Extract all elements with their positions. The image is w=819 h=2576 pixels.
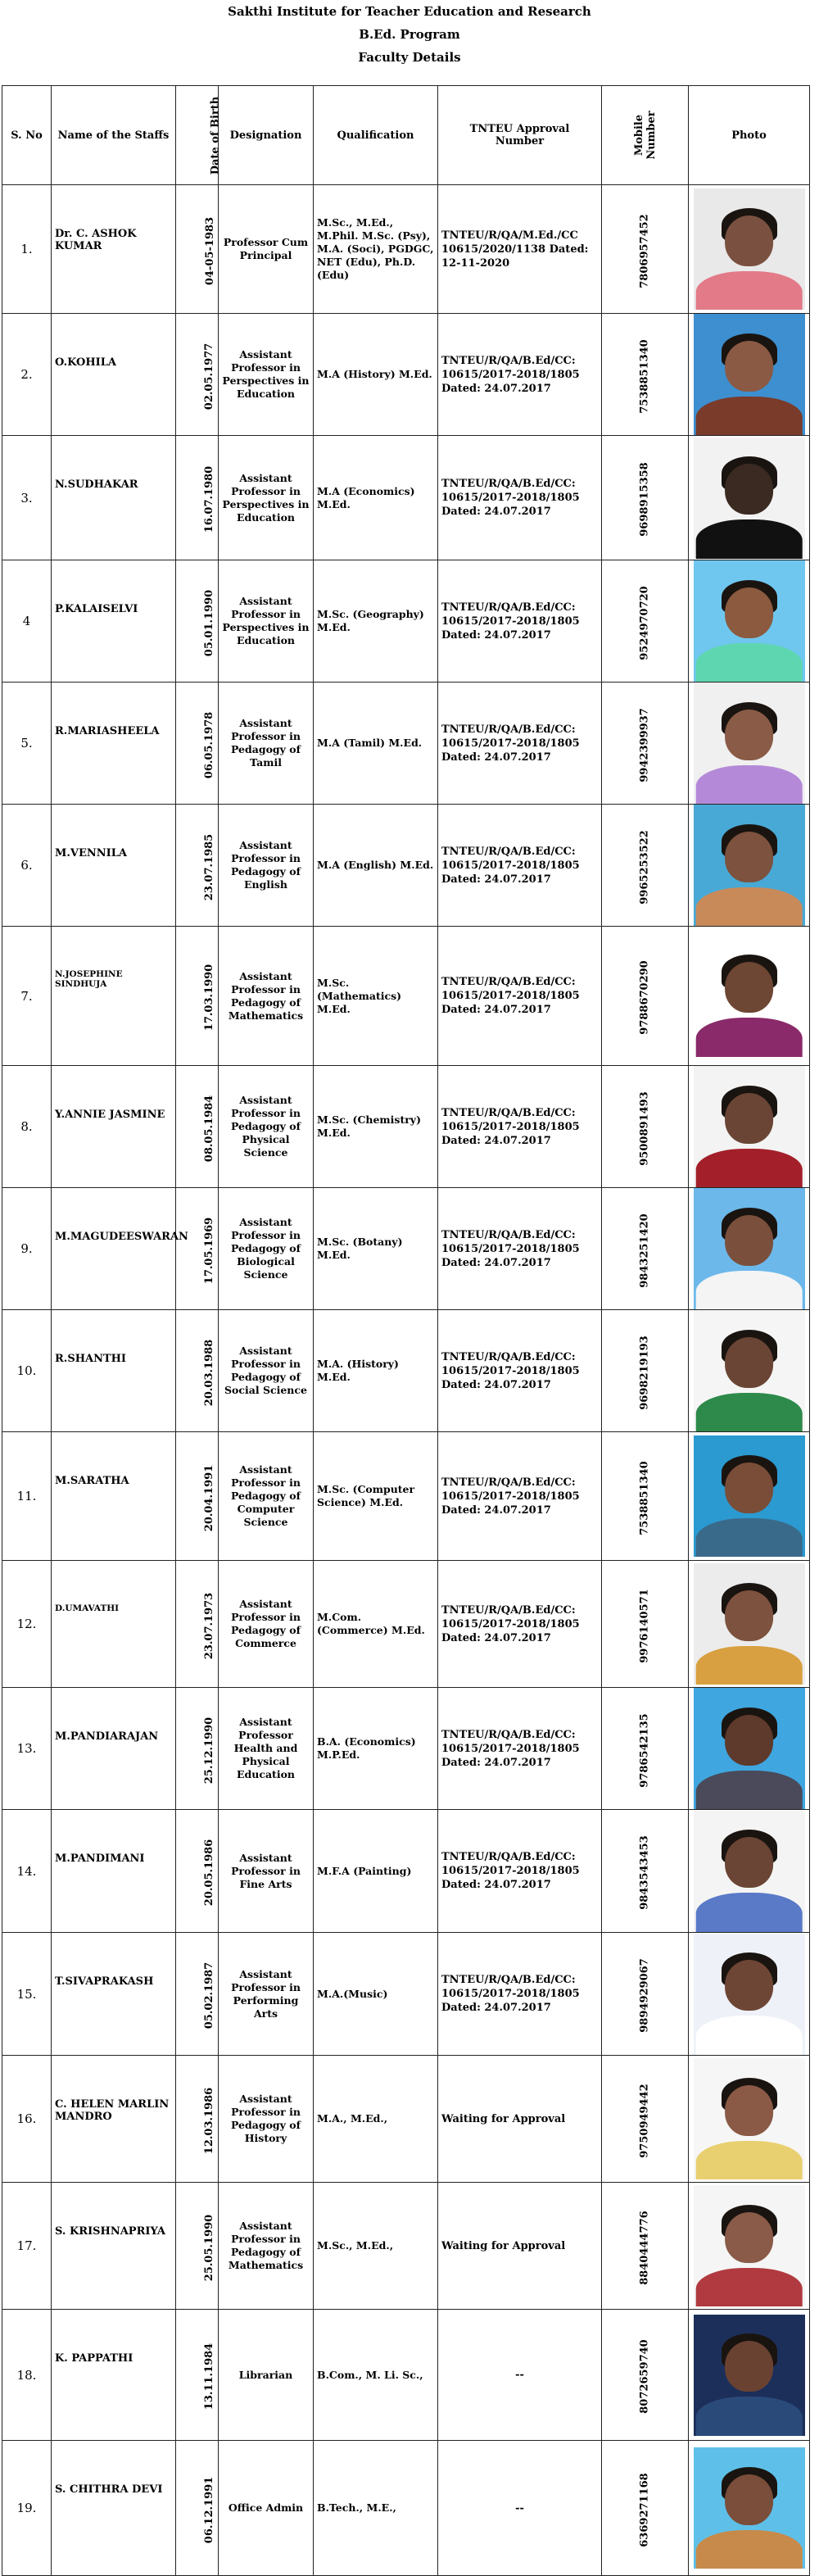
serial-number: 10. (2, 1310, 52, 1432)
approval-number: TNTEU/R/QA/B.Ed/CC: 10615/2017-2018/1805 Dated: 24.07.2017 (438, 1066, 602, 1188)
photo-face (725, 1960, 774, 2011)
photo-cell (689, 185, 810, 314)
approval-number: TNTEU/R/QA/M.Ed./CC 10615/2020/1138 Dated: 12-11-2020 (438, 185, 602, 314)
document-header (0, 0, 819, 69)
photo-face (725, 1215, 774, 1266)
photo-shirt (695, 2141, 803, 2179)
photo-cell (689, 1188, 810, 1310)
date-of-birth: 17.03.1990 (203, 964, 216, 1032)
designation: Librarian (219, 2310, 314, 2441)
photo-cell (689, 1810, 810, 1933)
mobile-number: 7806957452 (639, 213, 651, 288)
date-of-birth: 20.05.1986 (203, 1839, 216, 1907)
staff-photo (694, 314, 805, 435)
serial-number: 2. (2, 314, 52, 436)
mobile-number: 9942399937 (639, 707, 651, 782)
qualification: M.Com. (Commerce) M.Ed. (314, 1561, 438, 1688)
serial-number: 17. (2, 2183, 52, 2310)
designation: Assistant Professor in Perspectives in Education (219, 314, 314, 436)
qualification: M.A (English) M.Ed. (314, 805, 438, 927)
mobile-cell (602, 683, 689, 805)
date-of-birth: 23.07.1973 (203, 1592, 216, 1659)
photo-shirt (695, 1393, 803, 1431)
dob-cell (176, 2441, 219, 2576)
table-row (2, 683, 810, 805)
designation: Assistant Professor in Perspectives in Education (219, 560, 314, 683)
designation: Professor Cum Principal (219, 185, 314, 314)
col-name: Name of the Staffs (52, 86, 176, 185)
mobile-number: 9976140571 (639, 1588, 651, 1663)
approval-number: -- (438, 2441, 602, 2576)
photo-shirt (695, 887, 803, 926)
serial-number: 19. (2, 2441, 52, 2576)
mobile-cell (602, 927, 689, 1066)
staff-photo (694, 1811, 805, 1932)
table-row (2, 2310, 810, 2441)
photo-cell (689, 1933, 810, 2056)
designation: Assistant Professor Health and Physical Education (219, 1688, 314, 1810)
staff-name: M.VENNILA (52, 805, 176, 927)
date-of-birth: 16.07.1980 (203, 465, 216, 533)
dob-cell (176, 436, 219, 560)
qualification: M.A., M.Ed., (314, 2056, 438, 2183)
approval-number: TNTEU/R/QA/B.Ed/CC: 10615/2017-2018/1805 Dated: 24.07.2017 (438, 1561, 602, 1688)
designation: Assistant Professor in Pedagogy of History (219, 2056, 314, 2183)
date-of-birth: 13.11.1984 (203, 2342, 216, 2410)
date-of-birth: 25.12.1990 (203, 1717, 216, 1784)
qualification: M.Sc. (Geography) M.Ed. (314, 560, 438, 683)
col-dob (176, 86, 222, 185)
qualification: M.Sc. (Chemistry) M.Ed. (314, 1066, 438, 1188)
staff-photo (694, 1934, 805, 2055)
staff-name: M.PANDIMANI (52, 1810, 176, 1933)
photo-shirt (695, 519, 803, 558)
serial-number: 3. (2, 436, 52, 560)
approval-number: TNTEU/R/QA/B.Ed/CC: 10615/2017-2018/1805 Dated: 24.07.2017 (438, 560, 602, 683)
mobile-number: 9786542135 (639, 1712, 651, 1788)
serial-number: 14. (2, 1810, 52, 1933)
photo-face (725, 1837, 774, 1888)
dob-cell (176, 1810, 219, 1933)
designation: Assistant Professor in Performing Arts (219, 1933, 314, 2056)
designation: Assistant Professor in Pedagogy of Social Science (219, 1310, 314, 1432)
table-row (2, 2056, 810, 2183)
date-of-birth: 12.03.1986 (203, 2087, 216, 2154)
col-mobile (602, 86, 689, 185)
date-of-birth: 23.07.1985 (203, 833, 216, 900)
table-row (2, 2183, 810, 2310)
photo-cell (689, 927, 810, 1066)
dob-cell (176, 1432, 219, 1561)
photo-face (725, 2341, 774, 2392)
staff-name: C. HELEN MARLIN MANDRO (52, 2056, 176, 2183)
designation: Assistant Professor in Pedagogy of Mathematics (219, 927, 314, 1066)
photo-face (725, 832, 774, 882)
mobile-cell (602, 1188, 689, 1310)
qualification: M.Sc., M.Ed., (314, 2183, 438, 2310)
photo-cell (689, 1066, 810, 1188)
qualification: M.A. (History) M.Ed. (314, 1310, 438, 1432)
mobile-number: 7538851340 (639, 1460, 651, 1535)
staff-name: T.SIVAPRAKASH (52, 1933, 176, 2056)
table-row (2, 927, 810, 1066)
mobile-cell (602, 2310, 689, 2441)
mobile-number: 9698219193 (639, 1335, 651, 1410)
photo-shirt (695, 765, 803, 804)
staff-name: R.MARIASHEELA (52, 683, 176, 805)
qualification: M.Sc., M.Ed., M.Phil. M.Sc. (Psy), M.A. (Soci), PGDGC, NET (Edu), Ph.D. (Edu) (314, 185, 438, 314)
staff-photo (694, 1310, 805, 1431)
serial-number: 5. (2, 683, 52, 805)
approval-number: TNTEU/R/QA/B.Ed/CC: 10615/2017-2018/1805 Dated: 24.07.2017 (438, 1688, 602, 1810)
mobile-number: 9524970720 (639, 585, 651, 660)
staff-photo (694, 188, 805, 310)
staff-name: S. CHITHRA DEVI (52, 2441, 176, 2576)
photo-face (725, 1337, 774, 1388)
serial-number: 12. (2, 1561, 52, 1688)
table-row (2, 1688, 810, 1810)
mobile-number: 8072659740 (639, 2339, 651, 2414)
approval-number: TNTEU/R/QA/B.Ed/CC: 10615/2017-2018/1805 Dated: 24.07.2017 (438, 683, 602, 805)
photo-shirt (695, 1646, 803, 1685)
designation: Assistant Professor in Pedagogy of Tamil (219, 683, 314, 805)
approval-number: TNTEU/R/QA/B.Ed/CC: 10615/2017-2018/1805 Dated: 24.07.2017 (438, 436, 602, 560)
table-body (2, 185, 810, 2576)
mobile-cell (602, 314, 689, 436)
staff-photo (694, 2315, 805, 2436)
staff-photo (694, 1066, 805, 1187)
mobile-cell (602, 1066, 689, 1188)
staff-photo (694, 2058, 805, 2179)
col-approval: TNTEU Approval Number (438, 86, 602, 185)
photo-cell (689, 560, 810, 683)
staff-name: K. PAPPATHI (52, 2310, 176, 2441)
approval-number: TNTEU/R/QA/B.Ed/CC: 10615/2017-2018/1805 Dated: 24.07.2017 (438, 1310, 602, 1432)
photo-shirt (695, 2016, 803, 2054)
qualification: B.A. (Economics) M.P.Ed. (314, 1688, 438, 1810)
table-row (2, 1810, 810, 1933)
table-row (2, 2441, 810, 2576)
table-row (2, 805, 810, 927)
photo-cell (689, 805, 810, 927)
dob-cell (176, 1188, 219, 1310)
dob-cell (176, 1561, 219, 1688)
approval-number: TNTEU/R/QA/B.Ed/CC: 10615/2017-2018/1805 Dated: 24.07.2017 (438, 1432, 602, 1561)
designation: Assistant Professor in Perspectives in Education (219, 436, 314, 560)
staff-name: R.SHANTHI (52, 1310, 176, 1432)
photo-shirt (695, 643, 803, 682)
section-title: Faculty Details (358, 50, 461, 65)
serial-number: 15. (2, 1933, 52, 2056)
staff-name: N.SUDHAKAR (52, 436, 176, 560)
dob-cell (176, 560, 219, 683)
dob-cell (176, 805, 219, 927)
date-of-birth: 02.05.1977 (203, 342, 216, 410)
photo-shirt (695, 1149, 803, 1187)
qualification: M.A (Economics) M.Ed. (314, 436, 438, 560)
approval-number: Waiting for Approval (438, 2183, 602, 2310)
table-row (2, 1188, 810, 1310)
table-row (2, 185, 810, 314)
dob-cell (176, 2310, 219, 2441)
approval-number: TNTEU/R/QA/B.Ed/CC: 10615/2017-2018/1805 Dated: 24.07.2017 (438, 927, 602, 1066)
approval-number: TNTEU/R/QA/B.Ed/CC: 10615/2017-2018/1805 Dated: 24.07.2017 (438, 314, 602, 436)
staff-photo (694, 683, 805, 804)
date-of-birth: 05.02.1987 (203, 1961, 216, 2030)
photo-face (725, 1590, 774, 1641)
mobile-number: 9894929067 (639, 1958, 651, 2033)
photo-face (725, 1093, 774, 1144)
photo-cell (689, 1432, 810, 1561)
mobile-number: 9788670290 (639, 960, 651, 1035)
table-row (2, 1310, 810, 1432)
qualification: M.A (History) M.Ed. (314, 314, 438, 436)
photo-shirt (695, 1271, 803, 1309)
qualification: M.Sc. (Mathematics) M.Ed. (314, 927, 438, 1066)
staff-photo (694, 560, 805, 682)
col-mobile-label: Mobile Number (632, 111, 658, 160)
mobile-cell (602, 560, 689, 683)
staff-photo (694, 2447, 805, 2569)
date-of-birth: 08.05.1984 (203, 1095, 216, 1162)
date-of-birth: 04-05-1983 (204, 216, 217, 285)
approval-number: TNTEU/R/QA/B.Ed/CC: 10615/2017-2018/1805 Dated: 24.07.2017 (438, 1933, 602, 2056)
mobile-cell (602, 2441, 689, 2576)
designation: Assistant Professor in Pedagogy of Commerce (219, 1561, 314, 1688)
mobile-number: 9843251420 (639, 1213, 651, 1288)
date-of-birth: 17.05.1969 (203, 1217, 216, 1284)
table-row (2, 314, 810, 436)
photo-shirt (695, 2397, 803, 2435)
table-row (2, 1066, 810, 1188)
staff-photo (694, 805, 805, 926)
staff-photo (694, 438, 805, 559)
photo-cell (689, 314, 810, 436)
photo-shirt (695, 1771, 803, 1809)
designation: Assistant Professor in Pedagogy of Biological Science (219, 1188, 314, 1310)
table-row (2, 560, 810, 683)
table-row (2, 1933, 810, 2056)
mobile-cell (602, 1310, 689, 1432)
serial-number: 13. (2, 1688, 52, 1810)
photo-shirt (695, 1518, 803, 1557)
photo-face (725, 464, 774, 515)
photo-cell (689, 2310, 810, 2441)
staff-photo (694, 1435, 805, 1557)
photo-shirt (695, 1893, 803, 1931)
staff-photo (694, 1688, 805, 1809)
designation: Assistant Professor in Pedagogy of Mathematics (219, 2183, 314, 2310)
approval-number: TNTEU/R/QA/B.Ed/CC: 10615/2017-2018/1805 Dated: 24.07.2017 (438, 1188, 602, 1310)
photo-face (725, 2474, 774, 2525)
serial-number: 11. (2, 1432, 52, 1561)
staff-name: N.JOSEPHINE SINDHUJA (52, 927, 176, 1066)
staff-name: M.PANDIARAJAN (52, 1688, 176, 1810)
mobile-number: 6369271168 (639, 2472, 651, 2547)
mobile-number: 9750949442 (639, 2083, 651, 2158)
serial-number: 8. (2, 1066, 52, 1188)
photo-cell (689, 2056, 810, 2183)
photo-shirt (695, 2530, 803, 2569)
date-of-birth: 25.05.1990 (203, 2214, 216, 2281)
designation: Office Admin (219, 2441, 314, 2576)
table-row (2, 1561, 810, 1688)
dob-cell (176, 1933, 219, 2056)
photo-face (725, 962, 774, 1013)
photo-shirt (695, 1018, 803, 1056)
dob-cell (176, 927, 219, 1066)
serial-number: 18. (2, 2310, 52, 2441)
qualification: M.A.(Music) (314, 1933, 438, 2056)
program-title: B.Ed. Program (359, 27, 460, 42)
mobile-cell (602, 2183, 689, 2310)
mobile-number: 9965253522 (639, 829, 651, 905)
photo-cell (689, 436, 810, 560)
serial-number: 1. (2, 185, 52, 314)
staff-name: D.UMAVATHI (52, 1561, 176, 1688)
staff-name: Dr. C. ASHOK KUMAR (52, 185, 176, 314)
date-of-birth: 06.05.1978 (203, 711, 216, 778)
designation: Assistant Professor in Pedagogy of Physical Science (219, 1066, 314, 1188)
mobile-cell (602, 1432, 689, 1561)
serial-number: 16. (2, 2056, 52, 2183)
photo-face (725, 341, 774, 392)
qualification: M.A (Tamil) M.Ed. (314, 683, 438, 805)
staff-photo (694, 1188, 805, 1309)
photo-cell (689, 1688, 810, 1810)
dob-cell (176, 1310, 219, 1432)
date-of-birth: 05.01.1990 (203, 589, 216, 656)
faculty-table (2, 85, 810, 2576)
mobile-number: 9843543453 (639, 1835, 651, 1910)
photo-shirt (695, 2268, 803, 2306)
mobile-cell (602, 1933, 689, 2056)
qualification: M.Sc. (Botany) M.Ed. (314, 1188, 438, 1310)
staff-name: M.SARATHA (52, 1432, 176, 1561)
staff-name: M.MAGUDEESWARAN (52, 1188, 176, 1310)
date-of-birth: 20.03.1988 (203, 1339, 216, 1406)
serial-number: 9. (2, 1188, 52, 1310)
mobile-cell (602, 805, 689, 927)
photo-face (725, 1715, 774, 1766)
mobile-number: 7538851340 (639, 338, 651, 414)
photo-cell (689, 2441, 810, 2576)
col-photo: Photo (689, 86, 810, 185)
staff-photo (694, 936, 805, 1057)
date-of-birth: 20.04.1991 (203, 1464, 216, 1531)
designation: Assistant Professor in Pedagogy of English (219, 805, 314, 927)
mobile-cell (602, 436, 689, 560)
approval-number: Waiting for Approval (438, 2056, 602, 2183)
photo-shirt (695, 271, 803, 310)
date-of-birth: 06.12.1991 (203, 2476, 216, 2543)
mobile-cell (602, 1561, 689, 1688)
table-header-row (2, 86, 810, 185)
dob-cell (176, 185, 219, 314)
staff-photo (694, 2185, 805, 2306)
photo-face (725, 710, 774, 760)
staff-name: O.KOHILA (52, 314, 176, 436)
serial-number: 6. (2, 805, 52, 927)
dob-cell (176, 314, 219, 436)
mobile-cell (602, 185, 689, 314)
dob-cell (176, 1688, 219, 1810)
photo-shirt (695, 397, 803, 435)
mobile-cell (602, 1688, 689, 1810)
staff-name: S. KRISHNAPRIYA (52, 2183, 176, 2310)
dob-cell (176, 2056, 219, 2183)
photo-face (725, 587, 774, 638)
designation: Assistant Professor in Fine Arts (219, 1810, 314, 1933)
institute-title: Sakthi Institute for Teacher Education and Research (228, 4, 591, 19)
dob-cell (176, 683, 219, 805)
col-dob-label: Date of Birth (209, 96, 222, 175)
col-designation: Designation (219, 86, 314, 185)
photo-face (725, 2085, 774, 2136)
photo-cell (689, 2183, 810, 2310)
designation: Assistant Professor in Pedagogy of Computer Science (219, 1432, 314, 1561)
col-sno: S. No (2, 86, 52, 185)
mobile-number: 8840444776 (639, 2210, 651, 2285)
photo-cell (689, 1310, 810, 1432)
table-row (2, 436, 810, 560)
mobile-number: 9698915358 (639, 462, 651, 537)
staff-name: Y.ANNIE JASMINE (52, 1066, 176, 1188)
qualification: B.Com., M. Li. Sc., (314, 2310, 438, 2441)
photo-face (725, 2212, 774, 2263)
photo-face (725, 1463, 774, 1513)
photo-cell (689, 1561, 810, 1688)
approval-number: TNTEU/R/QA/B.Ed/CC: 10615/2017-2018/1805 Dated: 24.07.2017 (438, 1810, 602, 1933)
photo-cell (689, 683, 810, 805)
staff-photo (694, 1563, 805, 1685)
photo-face (725, 215, 774, 266)
approval-number: TNTEU/R/QA/B.Ed/CC: 10615/2017-2018/1805 Dated: 24.07.2017 (438, 805, 602, 927)
serial-number: 7. (2, 927, 52, 1066)
dob-cell (176, 1066, 219, 1188)
dob-cell (176, 2183, 219, 2310)
qualification: M.Sc. (Computer Science) M.Ed. (314, 1432, 438, 1561)
serial-number: 4 (2, 560, 52, 683)
table-row (2, 1432, 810, 1561)
mobile-cell (602, 1810, 689, 1933)
staff-name: P.KALAISELVI (52, 560, 176, 683)
qualification: B.Tech., M.E., (314, 2441, 438, 2576)
approval-number: -- (438, 2310, 602, 2441)
mobile-number: 9500891493 (639, 1091, 651, 1166)
col-qualification: Qualification (314, 86, 438, 185)
qualification: M.F.A (Painting) (314, 1810, 438, 1933)
mobile-cell (602, 2056, 689, 2183)
